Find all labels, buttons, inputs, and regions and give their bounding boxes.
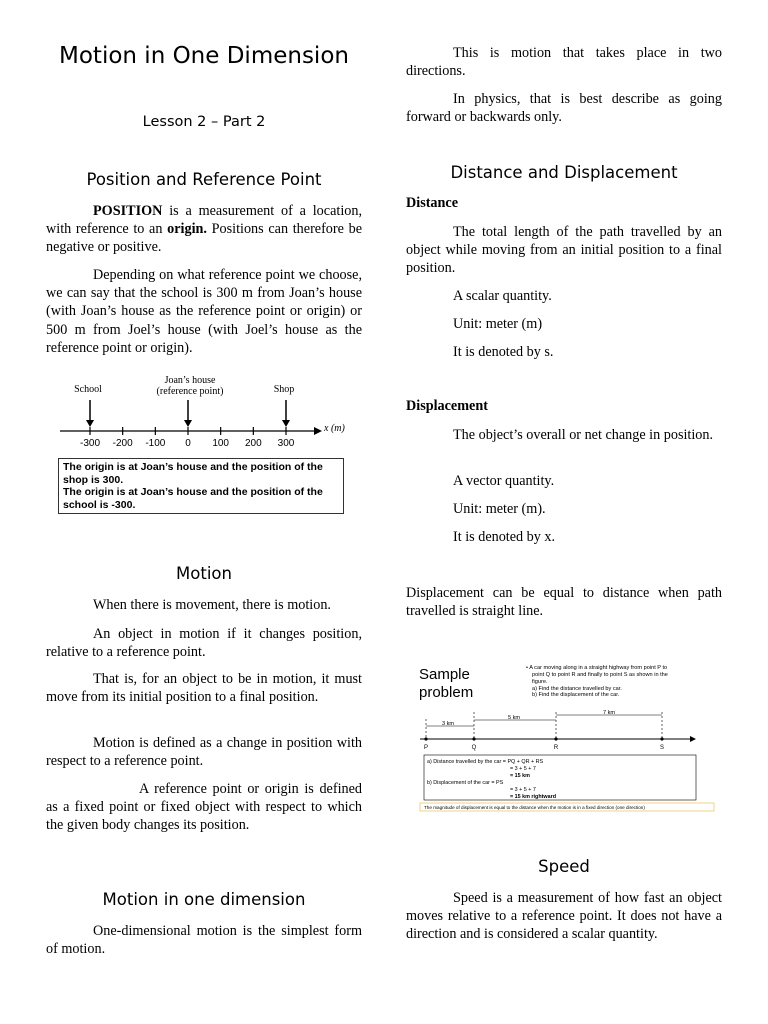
one-dim-heading: Motion in one dimension	[102, 890, 306, 909]
point-s: S	[659, 745, 665, 751]
motion-p5: A reference point or origin is defined as a fixed point or fixed object with respect to which the given body changes its position.	[46, 781, 362, 834]
position-text-1: is a measurement of a location, with reference to an	[46, 203, 362, 238]
displacement-p4: It is denoted by x.	[453, 529, 556, 545]
caption-line-3: The origin is at Joan’s house and the position of the	[63, 486, 323, 498]
displacement-p2: A vector quantity.	[453, 473, 555, 489]
sample-problem-figure	[414, 660, 718, 818]
problem-line-4: a) Find the distance travelled by car.	[532, 686, 622, 692]
one-dim-p3: In physics, that is best describe as going forward or backwards only.	[406, 91, 722, 126]
position-text-2: Positions can therefore be negative or positive.	[46, 221, 362, 256]
dist-qr-label: 5 km	[507, 715, 521, 721]
origin-term: origin.	[167, 221, 207, 238]
dist-disp-heading: Distance and Displacement	[450, 163, 678, 182]
displacement-heading: Displacement	[406, 398, 488, 414]
sample-problem-diagram	[414, 660, 718, 818]
problem-line-3: figure.	[532, 679, 548, 685]
page-subtitle: Lesson 2 – Part 2	[142, 114, 266, 130]
distance-p2: A scalar quantity.	[453, 288, 552, 304]
one-dim-p2: This is motion that takes place in two directions.	[406, 45, 722, 80]
solution-line-2: = 3 + 5 + 7	[510, 766, 536, 772]
point-q: Q	[471, 745, 477, 751]
joan-label-2: (reference point)	[156, 386, 224, 397]
motion-heading: Motion	[176, 564, 232, 583]
page-title: Motion in One Dimension	[59, 43, 349, 69]
distance-heading: Distance	[406, 195, 459, 211]
motion-p3: That is, for an object to be in motion, it must move from its initial position to a final position.	[46, 671, 362, 706]
distance-p4: It is denoted by s.	[453, 344, 554, 360]
tick-label: -100	[145, 438, 166, 449]
tick-label: 0	[185, 438, 191, 449]
distance-p3: Unit: meter (m)	[453, 316, 543, 332]
number-line-diagram	[56, 370, 356, 450]
caption-line-2: shop is 300.	[63, 473, 124, 486]
position-paragraph	[46, 202, 362, 257]
point-r: R	[553, 745, 559, 751]
reference-paragraph: Depending on what reference point we choose, we can say that the school is 300 m from Joan’s house (with Joan’s house as the reference point or origin) or 500 m from Joel’s house (with Joel’s house as the reference point or origin).	[46, 267, 362, 356]
position-term: POSITION	[93, 203, 163, 219]
tick-label: 100	[212, 438, 230, 449]
school-label: School	[74, 384, 102, 395]
displacement-note: Displacement can be equal to distance when path travelled is straight line.	[406, 585, 722, 620]
joan-label-1: Joan’s house	[164, 375, 216, 386]
position-figure	[56, 370, 356, 510]
shop-label: Shop	[273, 384, 295, 395]
position-heading: Position and Reference Point	[86, 170, 322, 189]
caption-line-1: The origin is at Joan’s house and the position of the	[63, 461, 323, 473]
solution-line-4: b) Displacement of the car = PS	[427, 780, 504, 786]
distance-p1: The total length of the path travelled by an object while moving from an initial position to a final position.	[406, 224, 722, 277]
solution-line-3: = 15 km	[510, 773, 530, 779]
figure-caption-box	[58, 458, 344, 514]
solution-line-6: = 15 km rightward	[510, 794, 556, 800]
motion-p2: An object in motion if it changes position, relative to a reference point.	[46, 626, 362, 661]
motion-p4: Motion is defined as a change in position with respect to a reference point.	[46, 735, 362, 770]
problem-line-2: point Q to point R and finally to point S as shown in the	[532, 672, 668, 678]
speed-heading: Speed	[538, 857, 590, 876]
tick-label: 300	[277, 438, 295, 449]
solution-line-5: = 3 + 5 + 7	[510, 787, 536, 793]
tick-label: -300	[79, 438, 101, 449]
solution-line-1: a) Distance travelled by the car = PQ + QR + RS	[427, 759, 544, 765]
tick-label: -200	[112, 438, 133, 449]
problem-line-5: b) Find the displacement of the car.	[532, 692, 620, 698]
point-p: P	[423, 745, 429, 751]
problem-line-1: • A car moving along in a straight highway from point P to	[526, 665, 668, 671]
speed-p1: Speed is a measurement of how fast an object moves relative to a reference point. It does not have a direction and is considered a scalar quantity.	[406, 890, 722, 943]
dist-pq-label: 3 km	[441, 721, 455, 727]
sample-footer: The magnitude of displacement is equal to the distance when the motion is in a fixed direction (one direction)	[424, 805, 645, 810]
caption-line-4: school is -300.	[63, 498, 136, 511]
displacement-p3: Unit: meter (m).	[453, 501, 546, 517]
axis-label: x (m)	[324, 423, 345, 434]
displacement-p1: The object’s overall or net change in position.	[453, 427, 714, 443]
tick-label: 200	[244, 438, 262, 449]
sample-title-1: Sample	[419, 666, 470, 683]
motion-p1: When there is movement, there is motion.	[93, 597, 331, 613]
sample-title-2: problem	[419, 684, 474, 701]
dist-rs-label: 7 km	[602, 710, 616, 716]
one-dim-p1: One-dimensional motion is the simplest form of motion.	[46, 923, 362, 958]
